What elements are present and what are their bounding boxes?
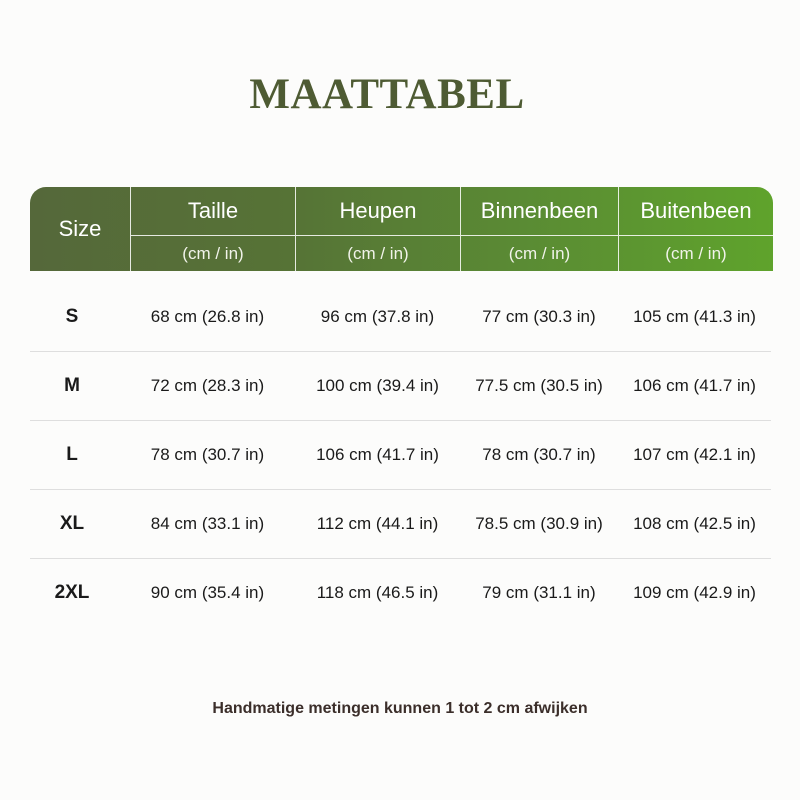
table-row	[30, 559, 771, 627]
buitenbeen-cell: 109 cm (42.9 in)	[633, 583, 756, 602]
taille-cell: 84 cm (33.1 in)	[150, 514, 265, 533]
header-col-name: Buitenbeen	[640, 198, 752, 223]
binnenbeen-cell: 78 cm (30.7 in)	[482, 445, 596, 464]
size-cell: L	[66, 444, 78, 465]
binnenbeen-cell: 77.5 cm (30.5 in)	[475, 376, 603, 395]
buitenbeen-cell: 106 cm (41.7 in)	[633, 376, 756, 395]
size-cell: S	[65, 306, 79, 327]
size-cell: M	[64, 375, 80, 396]
table-row	[30, 283, 771, 352]
size-cell: XL	[59, 513, 85, 534]
page-title: MAATTABEL	[249, 71, 525, 118]
binnenbeen-cell: 79 cm (31.1 in)	[482, 583, 596, 602]
footnote: Handmatige metingen kunnen 1 tot 2 cm afwijken	[212, 700, 588, 717]
header-col-heupen	[295, 187, 460, 271]
buitenbeen-cell: 108 cm (42.5 in)	[633, 514, 756, 533]
header-col-name: Taille	[187, 198, 239, 223]
header-col-name: Binnenbeen	[480, 198, 599, 223]
header-col-taille	[130, 187, 295, 271]
buitenbeen-cell: 105 cm (41.3 in)	[633, 307, 756, 326]
header-col-name: Heupen	[339, 198, 417, 223]
table-row	[30, 490, 771, 559]
header-col-unit: (cm / in)	[296, 235, 460, 272]
size-cell: 2XL	[54, 582, 90, 603]
buitenbeen-cell: 107 cm (42.1 in)	[633, 445, 756, 464]
header-col-binnenbeen	[460, 187, 618, 271]
taille-cell: 78 cm (30.7 in)	[150, 445, 265, 464]
taille-cell: 90 cm (35.4 in)	[150, 583, 265, 602]
table-row	[30, 352, 771, 421]
heupen-cell: 112 cm (44.1 in)	[316, 514, 439, 533]
heupen-cell: 118 cm (46.5 in)	[316, 583, 439, 602]
header-size-label: Size	[58, 216, 102, 241]
heupen-cell: 96 cm (37.8 in)	[320, 307, 435, 326]
heupen-cell: 100 cm (39.4 in)	[316, 376, 439, 395]
binnenbeen-cell: 77 cm (30.3 in)	[482, 307, 596, 326]
taille-cell: 72 cm (28.3 in)	[150, 376, 265, 395]
header-col-unit: (cm / in)	[461, 235, 618, 272]
size-table-body	[30, 283, 771, 627]
taille-cell: 68 cm (26.8 in)	[150, 307, 265, 326]
header-col-unit: (cm / in)	[619, 235, 773, 272]
header-col-unit: (cm / in)	[131, 235, 295, 272]
binnenbeen-cell: 78.5 cm (30.9 in)	[475, 514, 603, 533]
heupen-cell: 106 cm (41.7 in)	[316, 445, 439, 464]
table-row	[30, 421, 771, 490]
table-header	[30, 187, 773, 271]
header-col-buitenbeen	[618, 187, 773, 271]
